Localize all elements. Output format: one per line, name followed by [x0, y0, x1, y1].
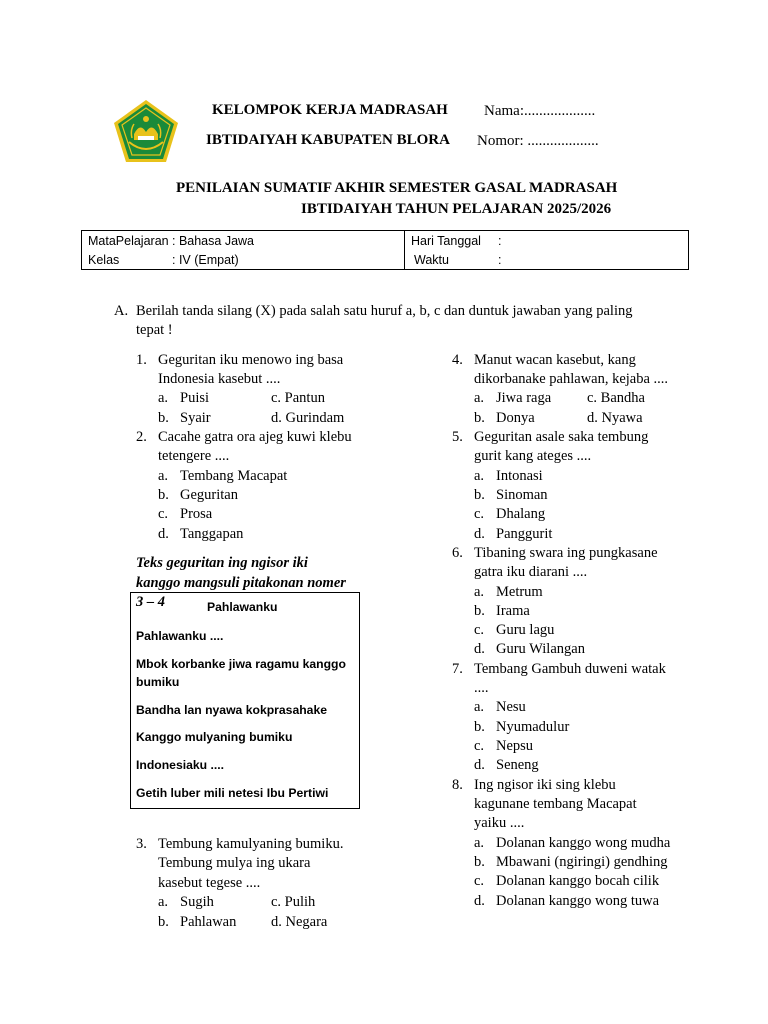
option-c: Guru lagu	[496, 622, 555, 638]
poem-instruction-line1: Teks geguritan ing ngisor iki	[136, 555, 308, 571]
kelas-label: Kelas	[88, 252, 120, 267]
option-letter: b.	[158, 410, 169, 426]
mapel-cell	[82, 231, 405, 251]
poem-line: Kanggo mulyaning bumiku	[136, 730, 293, 744]
question-number: 2.	[136, 429, 147, 445]
option-a: Jiwa raga	[496, 390, 552, 406]
option-letter: b.	[158, 914, 169, 930]
option-c: Nepsu	[496, 738, 534, 754]
option-b: Pahlawan	[180, 914, 237, 930]
option-letter: c.	[474, 873, 485, 889]
waktu-value: :	[498, 252, 502, 267]
option-letter: c.	[474, 506, 485, 522]
question-text: Tembung mulya ing ukara	[158, 855, 311, 871]
poem-box	[130, 592, 360, 809]
option-letter: a.	[474, 390, 485, 406]
option-letter: a.	[474, 468, 485, 484]
option-d: Tanggapan	[180, 526, 244, 542]
waktu-cell	[405, 250, 689, 270]
question-text: Geguritan asale saka tembung	[474, 429, 649, 445]
option-letter: b.	[474, 719, 485, 735]
poem-line: Indonesiaku ....	[136, 758, 225, 772]
question-text: gatra iku diarani ....	[474, 564, 588, 580]
question-number: 1.	[136, 352, 147, 368]
option-b: Syair	[180, 410, 211, 426]
question-text: Ing ngisor iki sing klebu	[474, 777, 616, 793]
question-text: Indonesia kasebut ....	[158, 371, 281, 387]
question-text: Cacahe gatra ora ajeg kuwi klebu	[158, 429, 352, 445]
option-a: Nesu	[496, 699, 526, 715]
option-b: Nyumadulur	[496, 719, 570, 735]
section-instruction-line2: tepat !	[136, 322, 173, 338]
option-a: Tembang Macapat	[180, 468, 288, 484]
option-c: Dolanan kanggo bocah cilik	[496, 873, 660, 889]
option-a: Sugih	[180, 894, 214, 910]
section-instruction-line1: Berilah tanda silang (X) pada salah satu huruf a, b, c dan duntuk jawaban yang paling	[136, 303, 633, 319]
option-letter: a.	[158, 894, 169, 910]
option-c: Dhalang	[496, 506, 546, 522]
nomor-field: Nomor: ...................	[477, 133, 599, 149]
poem-line: Bandha lan nyawa kokprasahake	[136, 703, 328, 717]
option-letter: b.	[474, 854, 485, 870]
poem-line: Getih luber mili netesi Ibu Pertiwi	[136, 786, 329, 800]
option-d: Guru Wilangan	[496, 641, 585, 657]
question-number: 3.	[136, 836, 147, 852]
question-text: kagunane tembang Macapat	[474, 796, 637, 812]
mapel-label: MataPelajaran	[88, 233, 169, 248]
option-letter: c.	[474, 738, 485, 754]
info-table	[81, 230, 689, 270]
hari-value: :	[498, 233, 502, 248]
question-text: Tembung kamulyaning bumiku.	[158, 836, 344, 852]
option-letter: d.	[474, 526, 485, 542]
section-letter: A.	[114, 303, 129, 319]
option-letter: b.	[158, 487, 169, 503]
kelas-value: : IV (Empat)	[172, 252, 239, 267]
header-line2: IBTIDAIYAH KABUPATEN BLORA	[206, 132, 450, 148]
question-text: Tembang Gambuh duweni watak	[474, 661, 666, 677]
question-text: ....	[474, 680, 489, 696]
mapel-value: : Bahasa Jawa	[172, 233, 254, 248]
option-letter: a.	[158, 390, 169, 406]
option-b: Sinoman	[496, 487, 548, 503]
question-number: 4.	[452, 352, 463, 368]
question-text: dikorbanake pahlawan, kejaba ....	[474, 371, 669, 387]
option-b: Donya	[496, 410, 535, 426]
option-d: d. Nyawa	[587, 410, 643, 426]
poem-instruction-line2: kanggo mangsuli pitakonan nomer	[136, 575, 346, 591]
question-text: Tibaning swara ing pungkasane	[474, 545, 658, 561]
option-b: Geguritan	[180, 487, 238, 503]
question-number: 7.	[452, 661, 463, 677]
poem-instruction-line3: 3 – 4	[136, 594, 165, 610]
question-number: 5.	[452, 429, 463, 445]
option-d: Dolanan kanggo wong tuwa	[496, 893, 660, 909]
nama-field: Nama:...................	[484, 103, 596, 119]
option-letter: b.	[474, 487, 485, 503]
option-d: d. Negara	[271, 914, 328, 930]
waktu-label: Waktu	[414, 252, 449, 267]
option-c: c. Pulih	[271, 894, 316, 910]
option-letter: d.	[474, 893, 485, 909]
option-a: Puisi	[180, 390, 210, 406]
option-b: Irama	[496, 603, 530, 619]
option-a: Metrum	[496, 584, 543, 600]
hari-label: Hari Tanggal	[411, 233, 481, 248]
option-letter: d.	[158, 526, 169, 542]
poem-line: Pahlawanku ....	[136, 629, 224, 643]
question-text: yaiku ....	[474, 815, 525, 831]
question-text: Manut wacan kasebut, kang	[474, 352, 636, 368]
exam-title-line1: PENILAIAN SUMATIF AKHIR SEMESTER GASAL MADRASAH	[176, 180, 618, 196]
option-d: Seneng	[496, 757, 539, 773]
question-text: Geguritan iku menowo ing basa	[158, 352, 344, 368]
kemenag-logo	[112, 98, 180, 166]
poem-line: bumiku	[136, 675, 180, 689]
option-letter: b.	[474, 603, 485, 619]
option-letter: a.	[474, 584, 485, 600]
question-text: kasebut tegese ....	[158, 875, 261, 891]
header-line1: KELOMPOK KERJA MADRASAH	[212, 102, 448, 118]
option-a: Intonasi	[496, 468, 543, 484]
option-letter: a.	[474, 699, 485, 715]
option-a: Dolanan kanggo wong mudha	[496, 835, 671, 851]
question-number: 8.	[452, 777, 463, 793]
option-letter: d.	[474, 641, 485, 657]
question-text: tetengere ....	[158, 448, 230, 464]
option-d: d. Gurindam	[271, 410, 345, 426]
poem-title: Pahlawanku	[207, 600, 278, 614]
option-b: Mbawani (ngiringi) gendhing	[496, 854, 668, 870]
option-letter: d.	[474, 757, 485, 773]
option-d: Panggurit	[496, 526, 553, 542]
option-letter: c.	[474, 622, 485, 638]
option-c: c. Bandha	[587, 390, 645, 406]
question-text: gurit kang ateges ....	[474, 448, 592, 464]
kelas-cell	[82, 250, 405, 270]
option-letter: c.	[158, 506, 169, 522]
option-letter: b.	[474, 410, 485, 426]
option-c: Prosa	[180, 506, 213, 522]
option-letter: a.	[158, 468, 169, 484]
option-letter: a.	[474, 835, 485, 851]
poem-line: Mbok korbanke jiwa ragamu kanggo	[136, 657, 346, 671]
option-c: c. Pantun	[271, 390, 325, 406]
exam-title-line2: IBTIDAIYAH TAHUN PELAJARAN 2025/2026	[301, 201, 612, 217]
hari-cell	[405, 231, 689, 251]
question-number: 6.	[452, 545, 463, 561]
